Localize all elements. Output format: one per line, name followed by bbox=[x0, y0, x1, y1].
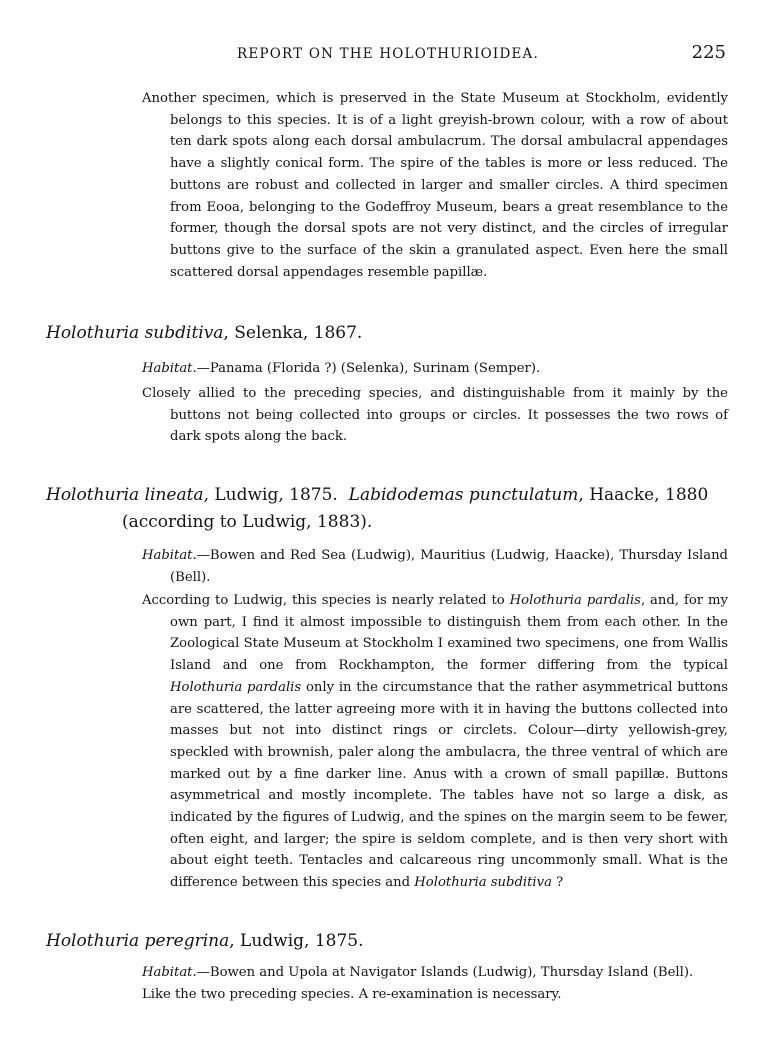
habitat-label: Habitat. bbox=[142, 548, 197, 563]
habitat-label: Habitat. bbox=[142, 965, 197, 980]
species-heading-peregrina bbox=[46, 928, 730, 955]
species-name: Holothuria lineata bbox=[46, 485, 204, 505]
species-authority: , Selenka, 1867. bbox=[223, 323, 363, 343]
intro-paragraph: Another specimen, which is preserved in the State Museum at Stockholm, evidently belongs to this species. It is of a light greyish-brown colour, with a row of about ten dark spots along each dorsal ambulacrum. The dorsal ambulacral appendages have a slightly conical form. The spire of the tables is more or less reduced. The buttons are robust and collected in larger and smaller circles. A third specimen from Eooa, belonging to the Godeffroy Museum, bears a great resemblance to the former, though the dorsal spots are not very distinct, and the circles of irregular buttons give to the surface of the skin a granulated aspect. Even here the small scattered dorsal appendages resemble papillæ. bbox=[142, 91, 728, 280]
species-name: Holothuria peregrina bbox=[46, 931, 230, 951]
body-text: ? bbox=[551, 875, 564, 891]
habitat-line bbox=[142, 545, 728, 588]
running-head bbox=[0, 42, 776, 70]
synonym-name: Labidodemas punctulatum bbox=[348, 485, 579, 505]
synonym-authority: , Haacke, 1880 (according to Ludwig, 1883). bbox=[122, 485, 709, 532]
species-name-inline: Holothuria pardalis bbox=[170, 679, 302, 695]
body-text: According to Ludwig, this species is nearly related to bbox=[142, 593, 510, 608]
species-paragraph bbox=[142, 590, 728, 894]
habitat-text: —Bowen and Upola at Navigator Islands (Ludwig), Thursday Island (Bell). bbox=[196, 965, 694, 980]
species-heading-subditiva bbox=[46, 320, 730, 347]
running-title: REPORT ON THE HOLOTHURIOIDEA. bbox=[237, 46, 539, 62]
species-name: Holothuria subditiva bbox=[46, 323, 224, 343]
body-text: only in the circumstance that the rather asymmetrical buttons are scattered, the latter agreeing more with it in having the buttons collected into masses but not into distinct rings or circlets. Colour—dirty yellowish-grey, speckled with brownish, paler along the ambulacra, the three ventral of which are marked out by a fine darker line. Anus with a crown of small papillæ. Buttons asymmetrical and mostly incomplete. The tables have not so large a disk, as indicated by the figures of Ludwig, and the spines on the margin seem to be fewer, often eight, and larger; the spire is seldom complete, and is then very short with about eight teeth. Tentacles and calcareous ring uncommonly small. What is the difference between this species and bbox=[170, 679, 729, 891]
body-text: , and, for my own part, I find it almost impossible to distinguish them from each other. In the Zoological State Museum at Stockholm I examined two specimens, one from Wallis Island and one from Rockhampton, the former differing from the typical bbox=[170, 593, 728, 674]
habitat-text: —Bowen and Red Sea (Ludwig), Mauritius (Ludwig, Haacke), Thursday Island (Bell). bbox=[170, 548, 728, 585]
species-authority: , Ludwig, 1875. bbox=[203, 485, 338, 505]
species-paragraph: Closely allied to the preceding species, and distinguishable from it mainly by the buttons not being collected into groups or circles. It possesses the two rows of dark spots along the back. bbox=[142, 386, 728, 445]
habitat-line bbox=[142, 358, 728, 380]
species-name-inline: Holothuria subditiva bbox=[414, 875, 552, 891]
page-number: 225 bbox=[691, 42, 726, 63]
habitat-text: —Panama (Florida ?) (Selenka), Surinam (Semper). bbox=[196, 361, 541, 376]
species-authority: , Ludwig, 1875. bbox=[229, 931, 364, 951]
species-name-inline: Holothuria pardalis bbox=[509, 593, 641, 608]
species-paragraph: Like the two preceding species. A re-examination is necessary. bbox=[142, 987, 562, 1002]
habitat-line bbox=[142, 962, 728, 984]
habitat-label: Habitat. bbox=[142, 361, 197, 376]
species-heading-lineata bbox=[46, 482, 730, 536]
